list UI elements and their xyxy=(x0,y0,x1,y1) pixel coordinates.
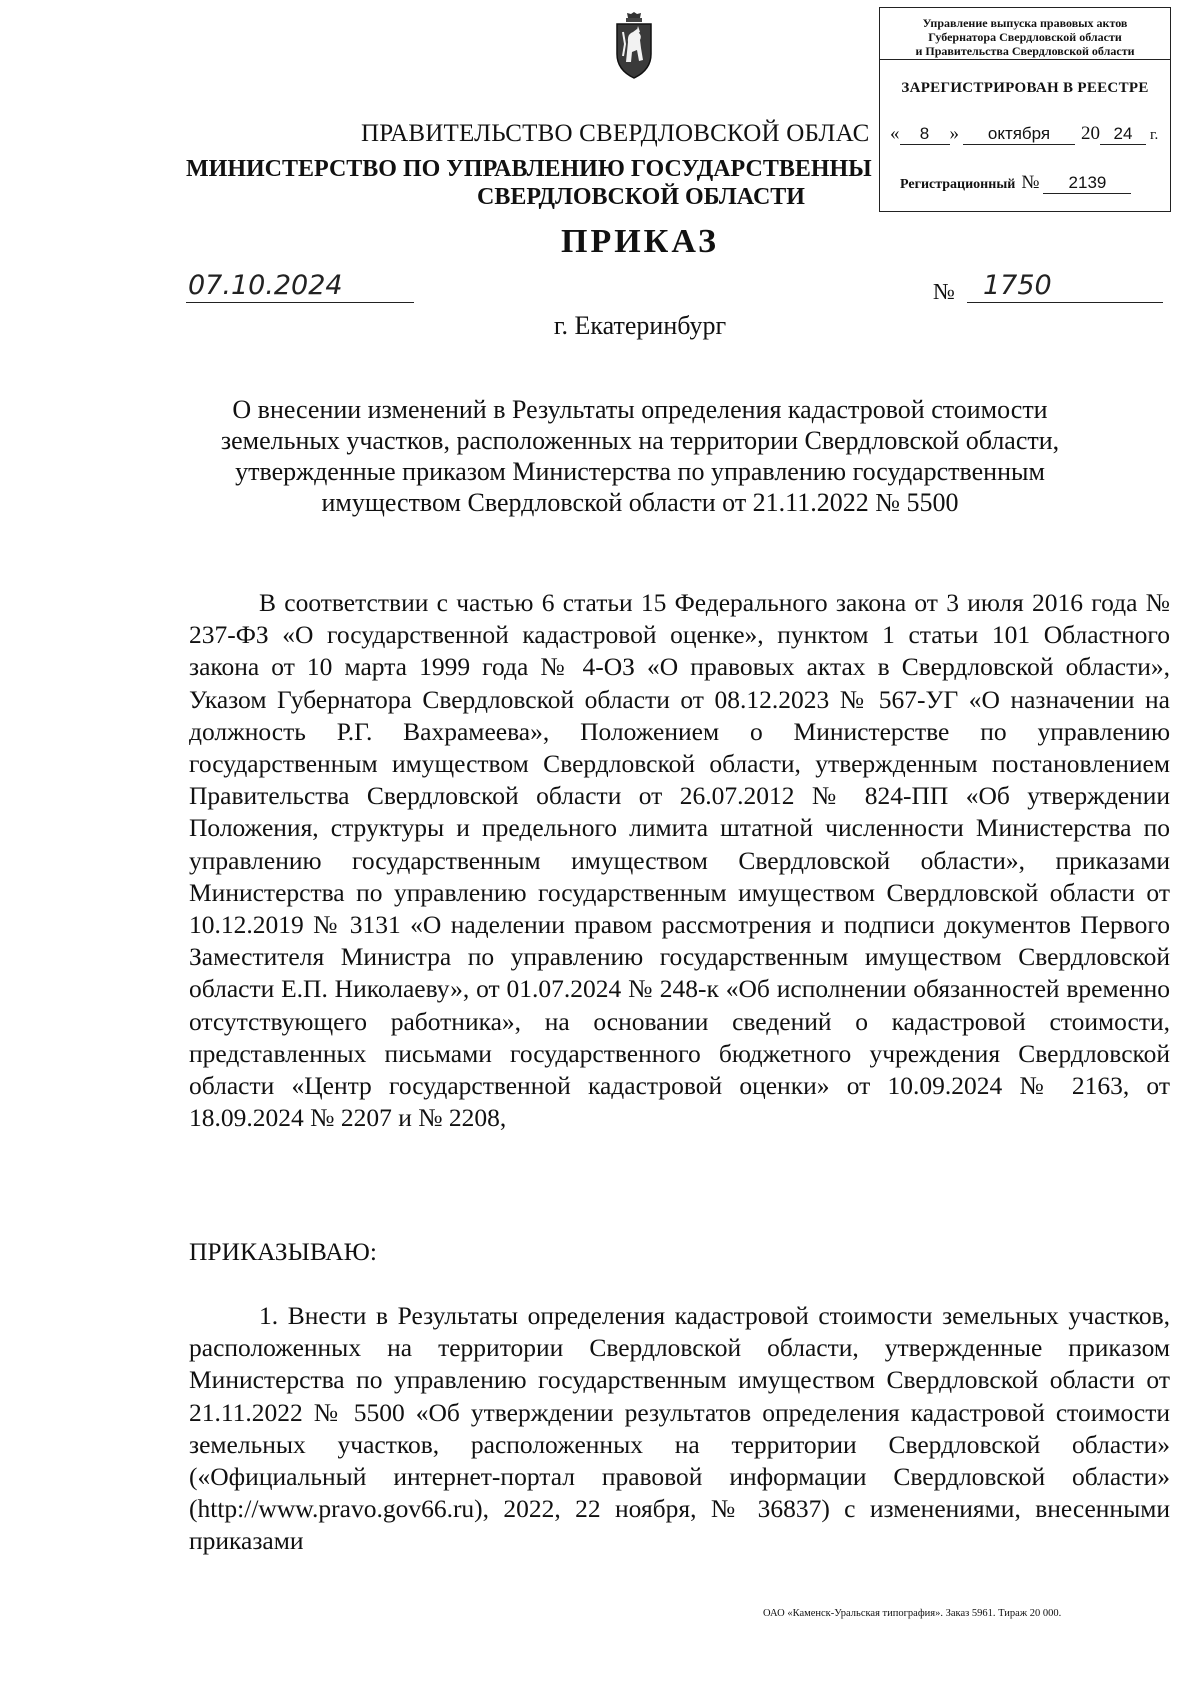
stamp-num-sign: № xyxy=(1021,172,1040,193)
orders-heading: ПРИКАЗЫВАЮ: xyxy=(189,1237,377,1266)
order-date-field xyxy=(186,270,414,303)
stamp-header-line: и Правительства Свердловской области xyxy=(915,44,1135,58)
order-number: 1750 xyxy=(983,270,1052,301)
subject-line: О внесении изменений в Результаты определения кадастровой стоимости xyxy=(232,395,1048,424)
printer-footer: ОАО «Каменск-Уральская типография». Заказ 5961. Тираж 20 000. xyxy=(763,1608,1062,1619)
city: г. Екатеринбург xyxy=(553,311,727,340)
stamp-reg-label: Регистрационный xyxy=(900,177,1016,192)
stamp-header-line: Губернатора Свердловской области xyxy=(928,30,1122,44)
order-date: 07.10.2024 xyxy=(188,270,343,301)
stamp-reg-number: 2139 xyxy=(1043,173,1131,194)
stamp-date xyxy=(890,123,1158,145)
stamp-header-line: Управление выпуска правовых актов xyxy=(922,16,1128,30)
stamp-month: октября xyxy=(963,124,1075,145)
coat-of-arms-icon xyxy=(611,12,657,80)
stamp-registered-label: ЗАРЕГИСТРИРОВАН В РЕЕСТРЕ xyxy=(901,80,1149,96)
clause-1-paragraph: 1. Внести в Результаты определения кадастровой стоимости земельных участков, расположенных на территории Свердловской области, утвержденные приказом Министерства по управлению государственным имуществом Свердловской области от 21.11.2022 № 5500 «Об утверждении результатов определения кадастровой стоимости земельных участков, расположенных на территории Свердловской области» («Официальный интернет-портал правовой информации Свердловской области» (http://www.pravo.gov66.ru), 2022, 22 ноября, № 36837) с изменениями, внесенными приказами xyxy=(189,1301,1170,1556)
ministry-name-line2: СВЕРДЛОВСКОЙ ОБЛАСТИ xyxy=(477,184,805,210)
stamp-year-unit: г. xyxy=(1150,127,1159,143)
stamp-day: 8 xyxy=(900,124,950,145)
subject-line: земельных участков, расположенных на территории Свердловской области, xyxy=(220,426,1060,455)
preamble-paragraph: В соответствии с частью 6 статьи 15 Федерального закона от 3 июля 2016 года № 237-ФЗ «О государственной кадастровой оценке», пунктом 1 статьи 101 Областного закона от 10 марта 1999 года № 4-ОЗ «О правовых актах в Свердловской области», Указом Губернатора Свердловской области от 08.12.2023 № 567-УГ «О назначении на должность Р.Г. Вахрамеева», Положением о Министерстве по управлению государственным имуществом Свердловской области, утвержденным постановлением Правительства Свердловской области от 26.07.2012 № 824-ПП «Об утверждении Положения, структуры и предельного лимита штатной численности Министерства по управлению государственным имуществом Свердловской области», приказами Министерства по управлению государственным имуществом Свердловской области от 10.12.2019 № 3131 «О наделении правом рассмотрения и подписи документов Первого Заместителя Министра по управлению государственным имуществом Свердловской области Е.П. Николаеву», от 01.07.2024 № 248-к «Об исполнении обязанностей временно отсутствующего работника», на основании сведений о кадастровой стоимости, представленных письмами государственного бюджетного учреждения Свердловской области «Центр государственной кадастровой оценки» от 10.09.2024 № 2163, от 18.09.2024 № 2207 и № 2208, xyxy=(189,588,1170,1133)
stamp-year-prefix: 20 xyxy=(1081,123,1100,144)
subject-line: имуществом Свердловской области от 21.11.2022 № 5500 xyxy=(321,488,959,517)
government-name: ПРАВИТЕЛЬСТВО СВЕРДЛОВСКОЙ ОБЛАС xyxy=(361,120,870,147)
stamp-quote-close: » xyxy=(949,123,959,144)
order-number-field xyxy=(967,270,1163,303)
stamp-header xyxy=(880,8,1170,60)
registration-stamp xyxy=(879,7,1171,212)
stamp-registration-number xyxy=(900,172,1131,194)
stamp-quote-open: « xyxy=(890,123,900,144)
order-subject xyxy=(200,394,1080,518)
stamp-year-suffix: 24 xyxy=(1100,124,1146,145)
document-title: ПРИКАЗ xyxy=(561,223,719,260)
ministry-name-line1: МИНИСТЕРСТВО ПО УПРАВЛЕНИЮ ГОСУДАРСТВЕННЫ xyxy=(186,156,872,182)
subject-line: утвержденные приказом Министерства по управлению государственным xyxy=(235,457,1045,486)
order-number-label: № xyxy=(933,279,955,304)
